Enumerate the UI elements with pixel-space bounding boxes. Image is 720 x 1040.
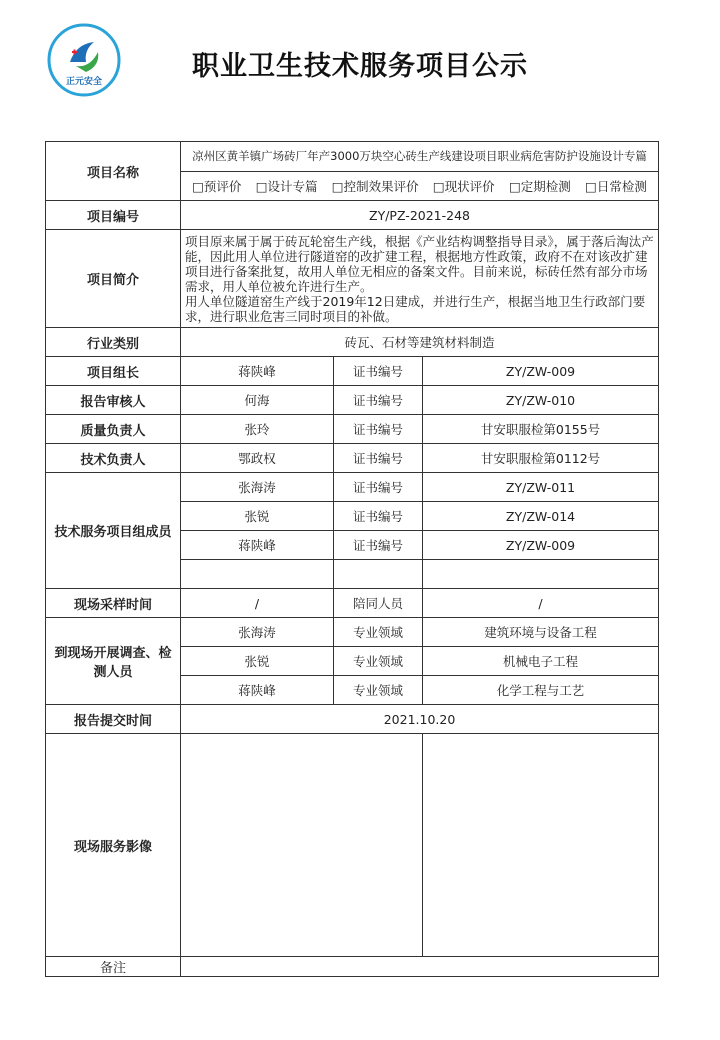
tech-row	[46, 444, 659, 473]
member-cert: ZY/ZW-009	[423, 531, 659, 560]
page-title: 职业卫生技术服务项目公示	[192, 51, 528, 82]
tech-cert: 甘安职服检第0112号	[423, 444, 659, 473]
tech-name: 鄂政权	[181, 444, 334, 473]
images-row	[46, 734, 659, 957]
reviewer-name: 何海	[181, 386, 334, 415]
svg-text:正元安全: 正元安全	[65, 77, 103, 87]
label-tech: 技术负责人	[46, 444, 181, 473]
quality-cert: 甘安职服检第0155号	[423, 415, 659, 444]
label-project-no: 项目编号	[46, 201, 181, 230]
type-daily-test[interactable]: □日常检测	[585, 179, 647, 194]
image-slot-left	[181, 734, 423, 957]
type-periodic-test[interactable]: □定期检测	[508, 179, 571, 194]
cert-label: 证书编号	[334, 531, 423, 560]
leader-cert: ZY/ZW-009	[423, 357, 659, 386]
label-sampling-time: 现场采样时间	[46, 589, 181, 618]
type-design[interactable]: □设计专篇	[255, 179, 318, 194]
image-slot-right	[423, 734, 659, 957]
intro-paragraph-2: 用人单位隧道窑生产线于2019年12日建成，并进行生产，根据当地卫生行政部门要求，进行职业危害三同时项目的补做。	[185, 293, 646, 324]
remarks-row	[46, 957, 659, 977]
type-status-eval[interactable]: □现状评价	[432, 179, 495, 194]
cert-label: 证书编号	[334, 357, 423, 386]
type-pre-eval[interactable]: □预评价	[192, 179, 242, 194]
project-name-value: 凉州区黄羊镇广场砖厂年产3000万块空心砖生产线建设项目职业病危害防护设施设计专篇	[181, 142, 659, 172]
field-staff-row	[46, 618, 659, 647]
submit-row	[46, 705, 659, 734]
sampling-time-value: /	[181, 589, 334, 618]
label-leader: 项目组长	[46, 357, 181, 386]
leader-name: 蒋陕峰	[181, 357, 334, 386]
quality-name: 张玲	[181, 415, 334, 444]
member-cert: ZY/ZW-014	[423, 502, 659, 531]
project-intro-value	[181, 230, 659, 328]
member-name: 张海涛	[181, 473, 334, 502]
project-info-table	[45, 141, 659, 977]
cert-label: 证书编号	[334, 502, 423, 531]
field-staff-field: 建筑环境与设备工程	[423, 618, 659, 647]
field-label: 专业领域	[334, 647, 423, 676]
label-remarks: 备注	[46, 957, 181, 977]
label-field-staff: 到现场开展调查、检测人员	[46, 618, 181, 705]
quality-row	[46, 415, 659, 444]
escort-value: /	[423, 589, 659, 618]
submit-time-value: 2021.10.20	[181, 705, 659, 734]
project-no-value: ZY/PZ-2021-248	[181, 201, 659, 230]
remarks-value	[181, 957, 659, 977]
label-quality: 质量负责人	[46, 415, 181, 444]
field-staff-field: 机械电子工程	[423, 647, 659, 676]
field-label: 专业领域	[334, 676, 423, 705]
label-project-name: 项目名称	[46, 142, 181, 201]
label-reviewer: 报告审核人	[46, 386, 181, 415]
intro-paragraph-1: 项目原来属于属于砖瓦轮窑生产线，根据《产业结构调整指导目录》，属于落后淘汰产能，因此用人单位进行隧道窑的改扩建工程，根据地方性政策，政府不在对该改扩建项目进行备案批复，故用人单位无相应的备案文件。目前来说，标砖任然有部分市场需求，用人单位被允许进行生产。	[185, 233, 654, 294]
field-label: 专业领域	[334, 618, 423, 647]
label-members: 技术服务项目组成员	[46, 473, 181, 589]
sampling-row	[46, 589, 659, 618]
cert-label: 证书编号	[334, 473, 423, 502]
label-submit-time: 报告提交时间	[46, 705, 181, 734]
cert-label: 证书编号	[334, 444, 423, 473]
field-staff-name: 蒋陕峰	[181, 676, 334, 705]
field-staff-name: 张锐	[181, 647, 334, 676]
field-staff-name: 张海涛	[181, 618, 334, 647]
member-row	[46, 473, 659, 502]
field-staff-field: 化学工程与工艺	[423, 676, 659, 705]
reviewer-row	[46, 386, 659, 415]
label-project-intro: 项目简介	[46, 230, 181, 328]
empty-cell	[423, 560, 659, 589]
empty-cell	[334, 560, 423, 589]
label-images: 现场服务影像	[46, 734, 181, 957]
member-name: 张锐	[181, 502, 334, 531]
cert-label: 证书编号	[334, 386, 423, 415]
label-industry: 行业类别	[46, 328, 181, 357]
member-cert: ZY/ZW-011	[423, 473, 659, 502]
leader-row	[46, 357, 659, 386]
type-control-eval[interactable]: □控制效果评价	[331, 179, 419, 194]
industry-value: 砖瓦、石材等建筑材料制造	[181, 328, 659, 357]
member-name: 蒋陕峰	[181, 531, 334, 560]
label-escort: 陪同人员	[334, 589, 423, 618]
reviewer-cert: ZY/ZW-010	[423, 386, 659, 415]
project-type-checkboxes	[181, 172, 659, 201]
empty-cell	[181, 560, 334, 589]
cert-label: 证书编号	[334, 415, 423, 444]
